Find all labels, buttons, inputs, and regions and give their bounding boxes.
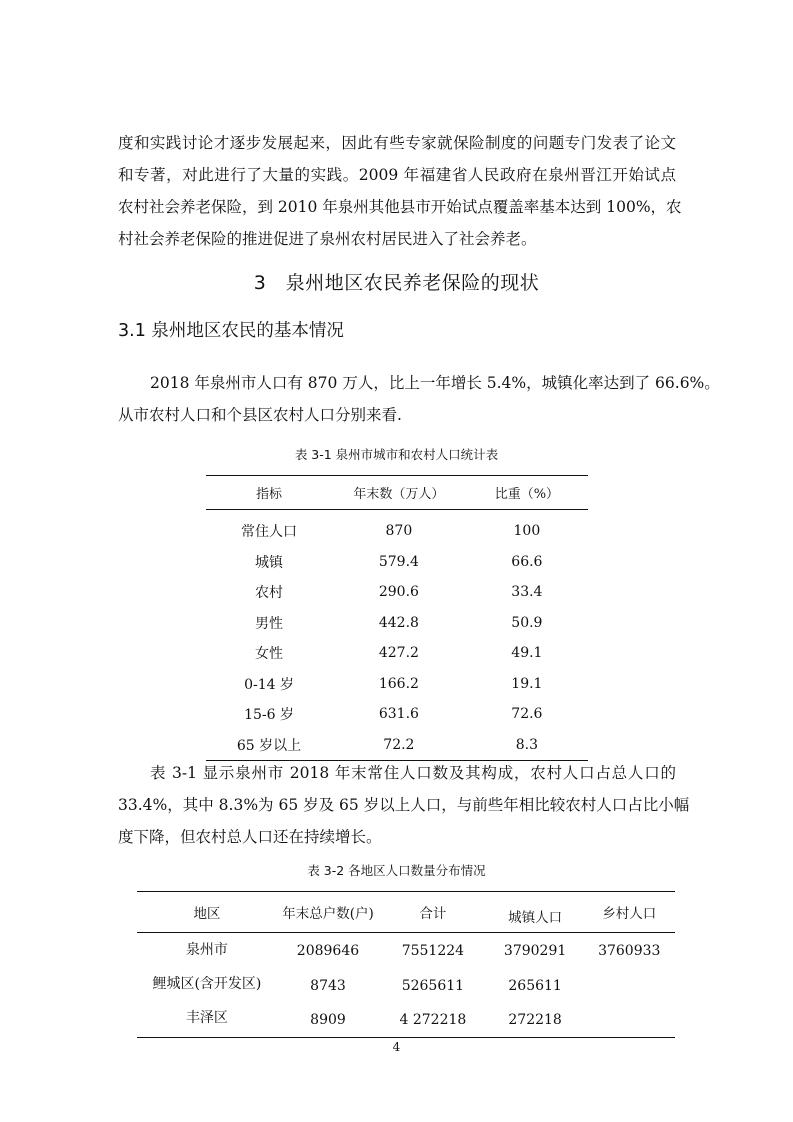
table-cell: 3760933 — [598, 943, 661, 959]
table-cell: 3790291 — [503, 943, 567, 959]
table-cell: 579.4 — [378, 553, 419, 570]
table-cell: 15-6 岁 — [244, 707, 294, 724]
table-header-row — [137, 892, 675, 933]
table-row — [206, 577, 588, 608]
column-header: 指标 — [206, 476, 332, 510]
table-row — [206, 608, 588, 639]
column-header: 城镇人口 — [487, 892, 584, 933]
table-cell: 870 — [385, 523, 413, 540]
column-header: 乡村人口 — [584, 892, 675, 933]
table-cell: 常住人口 — [241, 524, 298, 541]
section-title: 3 泉州地区农民养老保险的现状 — [253, 272, 540, 294]
regional-population-table — [137, 891, 675, 1038]
table-row — [206, 638, 588, 669]
table-row — [206, 510, 588, 547]
table-header-row — [206, 476, 588, 510]
text-line: 村社会养老保险的推进促进了泉州农村居民进入了社会养老。 — [118, 230, 537, 248]
table-cell: 72.6 — [511, 706, 543, 723]
table-cell: 8743 — [310, 978, 346, 994]
table-row — [137, 969, 675, 1003]
table-row — [206, 699, 588, 730]
table-cell — [584, 969, 675, 1003]
table-cell: 2089646 — [296, 943, 360, 959]
table-cell: 290.6 — [378, 584, 419, 601]
subsection-title: 3.1 泉州地区农民的基本情况 — [118, 321, 344, 341]
text-line: 度和实践讨论才逐步发展起来，因此有些专家就保险制度的问题专门发表了论文 — [118, 134, 676, 152]
table-cell: 丰泽区 — [137, 1003, 277, 1038]
population-paragraph — [118, 367, 720, 431]
population-statistics-table — [206, 475, 588, 761]
table-cell: 272218 — [487, 1003, 584, 1038]
text-line: 2018 年泉州市人口有 870 万人，比上一年增长 5.4%，城镇化率达到了 66.6%。 — [150, 374, 720, 392]
text-line: 和专著，对此进行了大量的实践。2009 年福建省人民政府在泉州晋江开始试点 — [118, 166, 676, 184]
text-line: 表 3-1 显示泉州市 2018 年末常住人口数及其构成，农村人口占总人口的 — [150, 764, 676, 782]
table-row — [137, 933, 675, 970]
text-line: 度下降，但农村总人口还在持续增长。 — [118, 828, 382, 846]
table-cell: 33.4 — [511, 584, 543, 601]
table-row — [206, 730, 588, 761]
table-cell: 泉州市 — [185, 942, 228, 958]
table-cell: 166.2 — [378, 675, 419, 692]
table-cell: 265611 — [508, 978, 562, 994]
table-cell: 8.3 — [466, 730, 588, 761]
table-cell — [584, 1003, 675, 1038]
text-line: 33.4%，其中 8.3%为 65 岁及 65 岁以上人口，与前些年相比较农村人口占比小幅 — [118, 796, 690, 814]
table-row — [137, 1003, 675, 1038]
table-cell: 65 岁以上 — [206, 730, 332, 761]
table-cell: 631.6 — [378, 706, 419, 723]
table-cell: 100 — [513, 523, 541, 540]
table-cell: 男性 — [255, 615, 284, 632]
text-line: 从市农村人口和个县区农村人口分别来看. — [118, 406, 402, 424]
column-header: 年末总户数(户) — [277, 892, 379, 933]
table-cell: 0-14 岁 — [244, 676, 294, 693]
table-cell: 4 272218 — [379, 1003, 487, 1038]
table-cell: 66.6 — [511, 553, 543, 570]
text-line: 农村社会养老保险，到 2010 年泉州其他县市开始试点覆盖率基本达到 100%，农 — [118, 198, 682, 216]
column-header: 比重（%） — [466, 476, 588, 510]
table-cell: 19.1 — [511, 675, 543, 692]
column-header: 地区 — [137, 892, 277, 933]
table-cell: 农村 — [255, 585, 284, 602]
table-cell: 49.1 — [511, 645, 543, 662]
table-cell: 城镇 — [255, 554, 284, 571]
table-cell: 鲤城区(含开发区) — [152, 976, 262, 992]
table-row — [206, 547, 588, 578]
analysis-paragraph — [118, 757, 690, 853]
column-header: 合计 — [379, 892, 487, 933]
table-cell: 5265611 — [401, 978, 465, 994]
table-cell: 72.2 — [332, 730, 466, 761]
table-row — [206, 669, 588, 700]
table-cell: 7551224 — [401, 943, 465, 959]
table-cell: 女性 — [255, 646, 284, 663]
column-header: 年末数（万人） — [332, 476, 466, 510]
intro-paragraph — [118, 127, 682, 255]
table-cell: 8909 — [277, 1003, 379, 1038]
table2-caption: 表 3-2 各地区人口数量分布情况 — [307, 863, 486, 878]
table-cell: 427.2 — [378, 645, 419, 662]
table1-caption: 表 3-1 泉州市城市和农村人口统计表 — [294, 447, 499, 462]
table-cell: 442.8 — [378, 614, 419, 631]
page-number: 4 — [392, 1040, 401, 1054]
table-cell: 50.9 — [511, 614, 543, 631]
